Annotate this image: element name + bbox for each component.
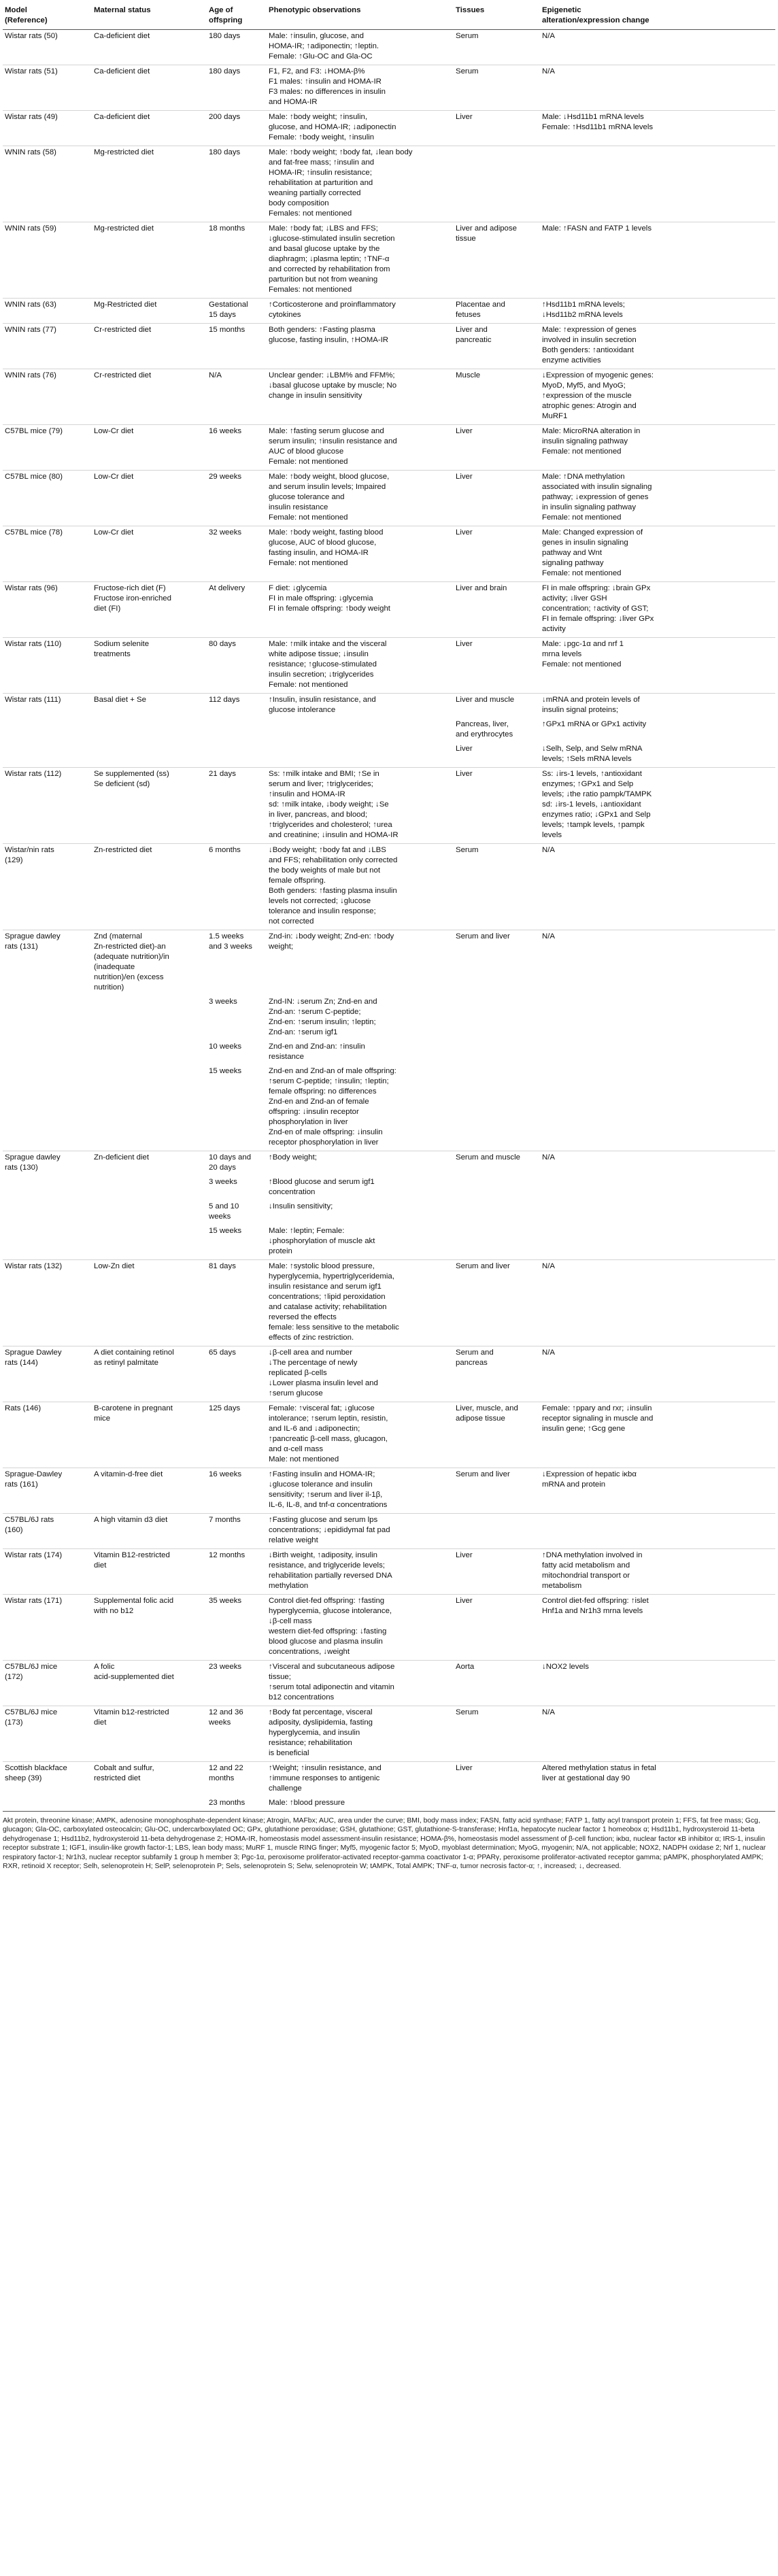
maternal-status-cell — [92, 1225, 207, 1260]
epigenetic-cell: ↓Expression of myogenic genes: MyoD, Myf5, and MyoG; ↑expression of the muscle atrophic genes: Atrogin and MuRF1 — [540, 369, 775, 425]
age-cell: 21 days — [207, 768, 267, 844]
table-row — [3, 299, 775, 324]
model-cell: C57BL mice (78) — [3, 526, 92, 582]
maternal-status-cell: Mg-restricted diet — [92, 146, 207, 222]
model-cell — [3, 1040, 92, 1065]
age-cell: 3 weeks — [209, 1178, 237, 1186]
maternal-status-cell — [92, 743, 207, 768]
age-cell: 18 months — [207, 222, 267, 299]
table-row — [3, 222, 775, 299]
maternal-status-cell: Cr-restricted diet — [92, 369, 207, 425]
age-cell: 29 weeks — [207, 471, 267, 526]
model-cell: Wistar rats (111) — [3, 694, 92, 719]
epigenetic-cell: Male: ↑FASN and FATP 1 levels — [540, 222, 775, 299]
tissues-cell: Aorta — [454, 1661, 540, 1706]
age-cell: 12 and 22 months — [207, 1762, 267, 1797]
tissues-cell — [454, 1514, 540, 1549]
table-row — [3, 1402, 775, 1468]
age-cell: 32 weeks — [207, 526, 267, 582]
phenotype-cell: Znd-IN: ↓serum Zn; Znd-en and Znd-an: ↑serum C-peptide; Znd-en: ↑serum insulin; ↑leptin; Znd-an: ↑serum igf1 — [269, 998, 377, 1036]
epigenetic-cell: ↑GPx1 mRNA or GPx1 activity — [542, 720, 647, 728]
tissues-cell: Serum — [454, 1706, 540, 1762]
epigenetic-cell: N/A — [540, 844, 775, 930]
phenotype-cell: ↑Fasting insulin and HOMA-IR; ↓glucose tolerance and insulin sensitivity; ↑serum and liver il-1β, IL-6, IL-8, and tnf-α concentrations — [267, 1468, 454, 1514]
age-cell: 6 months — [207, 844, 267, 930]
age-cell: Gestational 15 days — [207, 299, 267, 324]
table-row — [3, 65, 775, 111]
table-row — [3, 1468, 775, 1514]
phenotype-cell: Male: ↑systolic blood pressure, hyperglycemia, hypertriglyceridemia, insulin resistance and serum igf1 concentrations; ↑lipid peroxidation and catalase activity; rehabilitation reversed the effects female: less sensitive to the metabolic effects of zinc restriction. — [267, 1260, 454, 1346]
epigenetic-cell — [540, 1040, 775, 1065]
maternal-status-cell — [92, 1200, 207, 1225]
tissues-cell: Placentae and fetuses — [454, 299, 540, 324]
table-row — [3, 425, 775, 471]
tissues-cell: Liver — [454, 1549, 540, 1595]
header-model: Model (Reference) — [3, 4, 92, 30]
maternal-status-cell — [92, 1797, 207, 1812]
epigenetic-cell: Control diet-fed offspring: ↑islet Hnf1a and Nr1h3 mrna levels — [540, 1595, 775, 1661]
table-row — [3, 844, 775, 930]
table-body — [3, 30, 775, 1812]
model-cell — [3, 1200, 92, 1225]
phenotype-cell: F diet: ↓glycemia FI in male offspring: ↓glycemia FI in female offspring: ↑body weight — [267, 582, 454, 638]
epigenetic-cell — [540, 1797, 775, 1812]
tissues-cell: Liver — [454, 768, 540, 844]
model-cell — [3, 1225, 92, 1260]
maternal-status-cell: Low-Zn diet — [92, 1260, 207, 1346]
epigenetic-cell: N/A — [540, 1260, 775, 1346]
header-maternal-status: Maternal status — [92, 4, 207, 30]
tissues-cell: Liver — [456, 745, 473, 753]
model-cell: Wistar rats (174) — [3, 1549, 92, 1595]
model-cell — [3, 718, 92, 743]
age-cell: 200 days — [207, 111, 267, 146]
phenotype-cell: Male: ↑milk intake and the visceral white adipose tissue; ↓insulin resistance; ↑glucose-stimulated insulin secretion; ↓triglycerides Female: not mentioned — [267, 638, 454, 694]
age-cell: 16 weeks — [207, 425, 267, 471]
phenotype-cell: ↓Birth weight, ↑adiposity, insulin resistance, and triglyceride levels; rehabilitation partially reversed DNA methylation — [267, 1549, 454, 1595]
tissues-cell — [454, 146, 540, 222]
phenotype-cell: Znd-en and Znd-an of male offspring: ↑serum C-peptide; ↑insulin; ↑leptin; female offspring: no differences Znd-en and Znd-an of female offspring: ↓insulin receptor phosphorylation in liver Znd-en of male offspring: ↓insulin receptor phosphorylation in liver — [269, 1067, 396, 1147]
table-row — [3, 1797, 775, 1812]
table-row — [3, 718, 775, 743]
phenotype-cell: Znd-en and Znd-an: ↑insulin resistance — [269, 1043, 365, 1061]
model-cell: Wistar rats (50) — [3, 30, 92, 65]
phenotype-cell: Ss: ↑milk intake and BMI; ↑Se in serum and liver; ↑triglycerides; ↑insulin and HOMA-IR sd: ↑milk intake, ↓body weight; ↓Se in liver, pancreas, and blood; ↑triglycerides and cholesterol; ↑urea and creatinine; ↓insulin and HOMA-IR — [267, 768, 454, 844]
model-cell: C57BL mice (79) — [3, 425, 92, 471]
epigenetic-cell: ↑Hsd11b1 mRNA levels; ↓Hsd11b2 mRNA levels — [540, 299, 775, 324]
phenotype-cell: ↓Insulin sensitivity; — [269, 1202, 333, 1210]
maternal-status-cell: Vitamin b12-restricted diet — [92, 1706, 207, 1762]
table-row — [3, 1225, 775, 1260]
tissues-cell: Serum and liver — [454, 1260, 540, 1346]
phenotype-cell: Male: ↑body weight, blood glucose, and serum insulin levels; Impaired glucose tolerance and insulin resistance Female: not mentioned — [267, 471, 454, 526]
maternal-status-cell — [92, 1065, 207, 1151]
epigenetic-cell — [540, 1200, 775, 1225]
maternal-status-cell: Low-Cr diet — [92, 526, 207, 582]
age-cell: 3 weeks — [209, 998, 237, 1006]
age-cell: 65 days — [207, 1346, 267, 1402]
model-cell — [3, 1176, 92, 1200]
table-row — [3, 1200, 775, 1225]
table-row — [3, 1595, 775, 1661]
epigenetic-cell: Ss: ↓irs-1 levels, ↑antioxidant enzymes; ↑GPx1 and Selp levels; ↓the ratio pampk/TAMPK sd: ↓irs-1 levels, ↓antioxidant enzymes ratio; ↓GPx1 and Selp levels; ↑tampk levels, ↑pampk levels — [540, 768, 775, 844]
maternal-status-cell: Low-Cr diet — [92, 425, 207, 471]
tissues-cell — [454, 1176, 540, 1200]
maternal-status-cell: Se supplemented (ss) Se deficient (sd) — [92, 768, 207, 844]
phenotype-cell: Control diet-fed offspring: ↑fasting hyperglycemia, glucose intolerance, ↓β-cell mass western diet-fed offspring: ↓fasting blood glucose and plasma insulin concentrations, ↓weight — [267, 1595, 454, 1661]
age-cell — [207, 718, 267, 743]
maternal-status-cell: B-carotene in pregnant mice — [92, 1402, 207, 1468]
phenotype-cell: ↑Corticosterone and proinflammatory cytokines — [267, 299, 454, 324]
epigenetic-cell: ↓Expression of hepatic iκbα mRNA and protein — [540, 1468, 775, 1514]
table-row — [3, 743, 775, 768]
model-cell: C57BL/6J rats (160) — [3, 1514, 92, 1549]
tissues-cell: Liver and pancreatic — [454, 324, 540, 369]
tissues-cell — [454, 1065, 540, 1151]
tissues-cell: Liver — [454, 638, 540, 694]
model-cell: Wistar/nin rats (129) — [3, 844, 92, 930]
phenotype-cell: Znd-in: ↓body weight; Znd-en: ↑body weight; — [267, 930, 454, 996]
age-cell: 1.5 weeks and 3 weeks — [207, 930, 267, 996]
age-cell: 80 days — [207, 638, 267, 694]
tissues-cell: Liver and brain — [454, 582, 540, 638]
age-cell: 7 months — [207, 1514, 267, 1549]
epigenetic-cell: N/A — [540, 930, 775, 996]
tissues-cell: Liver — [454, 1762, 540, 1797]
maternal-status-cell: A high vitamin d3 diet — [92, 1514, 207, 1549]
epigenetic-cell — [540, 1514, 775, 1549]
table-row — [3, 1176, 775, 1200]
table-row — [3, 1260, 775, 1346]
maternal-status-cell: Zn-restricted diet — [92, 844, 207, 930]
age-cell: 15 weeks — [209, 1067, 242, 1075]
model-cell: WNIN rats (77) — [3, 324, 92, 369]
epigenetic-cell — [540, 146, 775, 222]
table-row — [3, 1065, 775, 1151]
tissues-cell — [454, 1225, 540, 1260]
maternal-status-cell: Cr-restricted diet — [92, 324, 207, 369]
epigenetic-cell: N/A — [540, 65, 775, 111]
tissues-cell: Liver — [454, 425, 540, 471]
tissues-cell: Muscle — [454, 369, 540, 425]
tissues-cell: Liver — [454, 526, 540, 582]
maternal-status-cell: A folic acid-supplemented diet — [92, 1661, 207, 1706]
tissues-cell: Liver, muscle, and adipose tissue — [454, 1402, 540, 1468]
table-row — [3, 526, 775, 582]
model-cell: Sprague-Dawley rats (161) — [3, 1468, 92, 1514]
model-cell: Sprague Dawley rats (144) — [3, 1346, 92, 1402]
epigenetic-cell: ↑DNA methylation involved in fatty acid metabolism and mitochondrial transport or metabolism — [540, 1549, 775, 1595]
tissues-cell: Liver — [454, 1595, 540, 1661]
model-cell: Wistar rats (49) — [3, 111, 92, 146]
tissues-cell: Serum — [454, 844, 540, 930]
model-cell: Wistar rats (112) — [3, 768, 92, 844]
maternal-status-cell: Ca-deficient diet — [92, 111, 207, 146]
model-cell — [3, 743, 92, 768]
maternal-status-cell — [92, 1040, 207, 1065]
phenotype-cell: ↑Insulin, insulin resistance, and glucose intolerance — [267, 694, 454, 719]
age-cell: At delivery — [207, 582, 267, 638]
table-row — [3, 1661, 775, 1706]
table-row — [3, 471, 775, 526]
tissues-cell: Liver and muscle — [454, 694, 540, 719]
age-cell: 112 days — [207, 694, 267, 719]
tissues-cell: Serum — [454, 30, 540, 65]
table-row — [3, 1151, 775, 1176]
phenotype-cell: Male: ↑body weight, fasting blood glucose, AUC of blood glucose, fasting insulin, and HOMA-IR Female: not mentioned — [267, 526, 454, 582]
epigenetic-cell: Female: ↑ppary and rxr; ↓insulin receptor signaling in muscle and insulin gene; ↑Gcg gene — [540, 1402, 775, 1468]
table-row — [3, 996, 775, 1040]
model-cell: Rats (146) — [3, 1402, 92, 1468]
phenotype-cell: Unclear gender: ↓LBM% and FFM%; ↓basal glucose uptake by muscle; No change in insulin sensitivity — [267, 369, 454, 425]
model-cell: Sprague dawley rats (131) — [3, 930, 92, 996]
phenotype-cell: F1, F2, and F3: ↓HOMA-β% F1 males: ↑insulin and HOMA-IR F3 males: no differences in insulin and HOMA-IR — [267, 65, 454, 111]
maternal-status-cell: Basal diet + Se — [92, 694, 207, 719]
phenotype-cell: ↑Fasting glucose and serum lps concentrations; ↓epididymal fat pad relative weight — [267, 1514, 454, 1549]
age-cell: 12 months — [207, 1549, 267, 1595]
epigenetic-cell: Male: ↑DNA methylation associated with insulin signaling pathway; ↓expression of genes in insulin signaling pathway Female: not mentioned — [540, 471, 775, 526]
maternal-status-cell: Sodium selenite treatments — [92, 638, 207, 694]
epigenetic-cell: ↓NOX2 levels — [540, 1661, 775, 1706]
age-cell: 35 weeks — [207, 1595, 267, 1661]
model-cell: WNIN rats (76) — [3, 369, 92, 425]
epigenetic-cell — [540, 996, 775, 1040]
phenotype-cell: Male: ↑body weight; ↑body fat, ↓lean body and fat-free mass; ↑insulin and HOMA-IR; ↑insulin resistance; rehabilitation at parturition and weaning partially corrected body composition Females: not mentioned — [267, 146, 454, 222]
age-cell: 15 weeks — [209, 1227, 242, 1235]
model-cell — [3, 1065, 92, 1151]
model-cell: Wistar rats (132) — [3, 1260, 92, 1346]
header-epigenetic-change: Epigenetic alteration/expression change — [540, 4, 775, 30]
tissues-cell: Serum and liver — [454, 930, 540, 996]
epigenetic-cell: ↓Selh, Selp, and Selw mRNA levels; ↑Sels mRNA levels — [542, 745, 643, 763]
tissues-cell: Serum — [454, 65, 540, 111]
tissues-cell — [454, 996, 540, 1040]
table-row — [3, 369, 775, 425]
header-row — [3, 4, 775, 30]
maternal-status-cell: Cobalt and sulfur, restricted diet — [92, 1762, 207, 1797]
epigenetic-cell: Male: ↑expression of genes involved in insulin secretion Both genders: ↑antioxidant enzyme activities — [540, 324, 775, 369]
epigenetic-cell: Male: ↓pgc-1α and nrf 1 mrna levels Female: not mentioned — [540, 638, 775, 694]
maternal-status-cell: Mg-restricted diet — [92, 222, 207, 299]
age-cell: 16 weeks — [207, 1468, 267, 1514]
maternal-status-cell: Zn-deficient diet — [92, 1151, 207, 1176]
epigenetic-cell — [540, 1225, 775, 1260]
phenotype-cell: ↓Body weight; ↑body fat and ↓LBS and FFS; rehabilitation only corrected the body weights of male but not female offspring. Both genders: ↑fasting plasma insulin levels not corrected; ↓glucose tolerance and insulin response; not corrected — [267, 844, 454, 930]
table-row — [3, 1514, 775, 1549]
table-row — [3, 1346, 775, 1402]
age-cell — [207, 743, 267, 768]
maternal-status-cell — [92, 718, 207, 743]
model-cell: Sprague dawley rats (130) — [3, 1151, 92, 1176]
maternal-status-cell: Mg-Restricted diet — [92, 299, 207, 324]
table-footnote: Akt protein, threonine kinase; AMPK, adenosine monophosphate-dependent kinase; Atrogin, MAFbx; AUC, area under the curve; BMI, body mass index; FASN, fatty acid synthase; FATP 1, fatty acyl transport protein 1; FFS, fat free mass; Gcg, glucagon; Gla-OC, carboxylated osteocalcin; Glu-OC, undercarboxylated OC; GPx, glutathione peroxidase; GSH, glutathione; GST, glutathione-S-transferase; Hnf1a, hepatocyte nuclear factor 1 homeobox α; Hsd11b1, hydroxysteroid 11-beta dehydrogenase 1; Hsd11b2, hydroxysteroid 11-beta dehydrogenase 2; HOMA-IR, homeostasis model assessment-insulin resistance; HOMA-β%, homeostasis model assessment of β-cell function; iκbα, nuclear factor κB inhibitor α; IRS-1, insulin receptor substrate 1; IGF1, insulin-like growth factor-1; LBS, lean body mass; MuRF 1, muscle RING finger; Myf5, myogenic factor 5; MyoD, myoblast determination; MyoG, myogenin; N/A, not applicable; NOX2, NADPH oxidase 2; Nrf 1, nuclear respiratory factor-1; Nr1h3, nuclear receptor subfamily 1 group h member 3; Pgc-1α, peroxisome proliferator-activated receptor-gamma coactivator 1-α; PPARγ, peroxisome proliferator-activated receptor gamma; pAMPK, phosphorylated AMPK; RXR, retinoid X receptor; Selh, selenoprotein H; SelP, selenoprotein P; Sels, selenoprotein S; Selw, selenoprotein W; tAMPK, Total AMPK; TNF-α, tumor necrosis factor-α; ↑, increased; ↓, decreased. — [3, 1817, 766, 1871]
epigenetic-cell: Male: MicroRNA alteration in insulin signaling pathway Female: not mentioned — [540, 425, 775, 471]
maternal-status-cell: Vitamin B12-restricted diet — [92, 1549, 207, 1595]
model-cell: Scottish blackface sheep (39) — [3, 1762, 92, 1797]
age-cell: 12 and 36 weeks — [207, 1706, 267, 1762]
tissues-cell: Liver — [454, 471, 540, 526]
phenotype-cell: ↑Blood glucose and serum igf1 concentration — [269, 1178, 375, 1196]
age-cell: 81 days — [207, 1260, 267, 1346]
age-cell: 180 days — [207, 30, 267, 65]
age-cell: 23 months — [207, 1797, 267, 1812]
header-tissues: Tissues — [454, 4, 540, 30]
phenotype-cell: Male: ↑insulin, glucose, and HOMA-IR; ↑adiponectin; ↑leptin. Female: ↑Glu-OC and Gla-OC — [267, 30, 454, 65]
epigenetic-cell: N/A — [540, 1706, 775, 1762]
epigenetic-cell: N/A — [540, 1151, 775, 1176]
phenotype-cell: ↑Body weight; — [267, 1151, 454, 1176]
maternal-status-cell: Znd (maternal Zn-restricted diet)-an (adequate nutrition)/in (inadequate nutrition)/en (excess nutrition) — [92, 930, 207, 996]
table-row — [3, 146, 775, 222]
phenotype-cell: ↑Weight; ↑insulin resistance, and ↑immune responses to antigenic challenge — [267, 1762, 454, 1797]
epigenetic-cell — [540, 1065, 775, 1151]
model-cell: C57BL/6J mice (172) — [3, 1661, 92, 1706]
tissues-cell: Serum and pancreas — [454, 1346, 540, 1402]
maternal-status-cell: A vitamin-d-free diet — [92, 1468, 207, 1514]
table-row — [3, 1762, 775, 1797]
epigenetic-cell: FI in male offspring: ↓brain GPx activity; ↓liver GSH concentration; ↑activity of GST; FI in female offspring: ↓liver GPx activity — [540, 582, 775, 638]
tissues-cell — [454, 1797, 540, 1812]
model-cell: WNIN rats (63) — [3, 299, 92, 324]
model-cell: C57BL mice (80) — [3, 471, 92, 526]
phenotype-cell: Male: ↑leptin; Female: ↓phosphorylation of muscle akt protein — [269, 1227, 375, 1255]
maternal-status-cell: A diet containing retinol as retinyl palmitate — [92, 1346, 207, 1402]
data-table — [3, 4, 775, 1812]
age-cell: 180 days — [207, 146, 267, 222]
maternal-status-cell — [92, 1176, 207, 1200]
epigenetic-cell: N/A — [540, 30, 775, 65]
phenotype-cell: Male: ↑blood pressure — [267, 1797, 454, 1812]
maternal-status-cell: Supplemental folic acid with no b12 — [92, 1595, 207, 1661]
table-row — [3, 638, 775, 694]
phenotype-cell: Female: ↑visceral fat; ↓glucose intolerance; ↑serum leptin, resistin, and IL-6 and ↓adiponectin; ↑pancreatic β-cell mass, glucagon, and α-cell mass Male: not mentioned — [267, 1402, 454, 1468]
phenotype-cell — [267, 743, 454, 768]
phenotype-cell — [267, 718, 454, 743]
epigenetic-cell: Male: Changed expression of genes in insulin signaling pathway and Wnt signaling pathway Female: not mentioned — [540, 526, 775, 582]
tissues-cell: Serum and muscle — [454, 1151, 540, 1176]
phenotype-cell: Male: ↑fasting serum glucose and serum insulin; ↑insulin resistance and AUC of blood glucose Female: not mentioned — [267, 425, 454, 471]
model-cell: Wistar rats (51) — [3, 65, 92, 111]
phenotype-cell: Male: ↑body fat; ↓LBS and FFS; ↓glucose-stimulated insulin secretion and basal glucose uptake by the diaphragm; ↓plasma leptin; ↑TNF-α and corrected by rehabilitation from parturition but not from weaning Females: not mentioned — [267, 222, 454, 299]
age-cell: 15 months — [207, 324, 267, 369]
table-row — [3, 582, 775, 638]
model-cell: Wistar rats (171) — [3, 1595, 92, 1661]
maternal-status-cell: Low-Cr diet — [92, 471, 207, 526]
table-row — [3, 694, 775, 719]
epigenetic-cell: N/A — [540, 1346, 775, 1402]
table-row — [3, 1706, 775, 1762]
model-cell: Wistar rats (110) — [3, 638, 92, 694]
epigenetic-cell: Male: ↓Hsd11b1 mRNA levels Female: ↑Hsd11b1 mRNA levels — [540, 111, 775, 146]
phenotype-cell: ↑Visceral and subcutaneous adipose tissue; ↑serum total adiponectin and vitamin b12 concentrations — [267, 1661, 454, 1706]
tissues-cell: Pancreas, liver, and erythrocytes — [456, 720, 513, 739]
age-cell: 23 weeks — [207, 1661, 267, 1706]
model-cell: WNIN rats (59) — [3, 222, 92, 299]
maternal-status-cell: Ca-deficient diet — [92, 65, 207, 111]
table-row — [3, 324, 775, 369]
epigenetic-cell: Altered methylation status in fetal liver at gestational day 90 — [540, 1762, 775, 1797]
model-cell — [3, 1797, 92, 1812]
maternal-status-cell — [92, 996, 207, 1040]
tissues-cell: Liver — [454, 111, 540, 146]
model-cell: C57BL/6J mice (173) — [3, 1706, 92, 1762]
table-row — [3, 111, 775, 146]
model-cell: WNIN rats (58) — [3, 146, 92, 222]
age-cell: 10 days and 20 days — [207, 1151, 267, 1176]
epigenetic-cell: ↓mRNA and protein levels of insulin signal proteins; — [540, 694, 775, 719]
age-cell: N/A — [207, 369, 267, 425]
epigenetic-cell — [540, 1176, 775, 1200]
age-cell: 180 days — [207, 65, 267, 111]
maternal-status-cell: Ca-deficient diet — [92, 30, 207, 65]
age-cell: 5 and 10 weeks — [209, 1202, 239, 1221]
tissues-cell — [454, 1200, 540, 1225]
table-row — [3, 1549, 775, 1595]
phenotype-cell: Both genders: ↑Fasting plasma glucose, fasting insulin, ↑HOMA-IR — [267, 324, 454, 369]
phenotype-cell: ↓β-cell area and number ↓The percentage of newly replicated β-cells ↓Lower plasma insulin level and ↑serum glucose — [267, 1346, 454, 1402]
phenotype-cell: Male: ↑body weight; ↑insulin, glucose, and HOMA-IR; ↓adiponectin Female: ↑body weight, ↑insulin — [267, 111, 454, 146]
header-phenotypic-observations: Phenotypic observations — [267, 4, 454, 30]
maternal-status-cell: Fructose-rich diet (F) Fructose iron-enriched diet (FI) — [92, 582, 207, 638]
model-cell: Wistar rats (96) — [3, 582, 92, 638]
table-row — [3, 1040, 775, 1065]
model-cell — [3, 996, 92, 1040]
table-row — [3, 30, 775, 65]
age-cell: 125 days — [207, 1402, 267, 1468]
tissues-cell — [454, 1040, 540, 1065]
age-cell: 10 weeks — [209, 1043, 242, 1051]
table-row — [3, 768, 775, 844]
header-age-of-offspring: Age of offspring — [207, 4, 267, 30]
tissues-cell: Serum and liver — [454, 1468, 540, 1514]
table-row — [3, 930, 775, 996]
phenotype-cell: ↑Body fat percentage, visceral adiposity, dyslipidemia, fasting hyperglycemia, and insulin resistance; rehabilitation is beneficial — [267, 1706, 454, 1762]
tissues-cell: Liver and adipose tissue — [454, 222, 540, 299]
